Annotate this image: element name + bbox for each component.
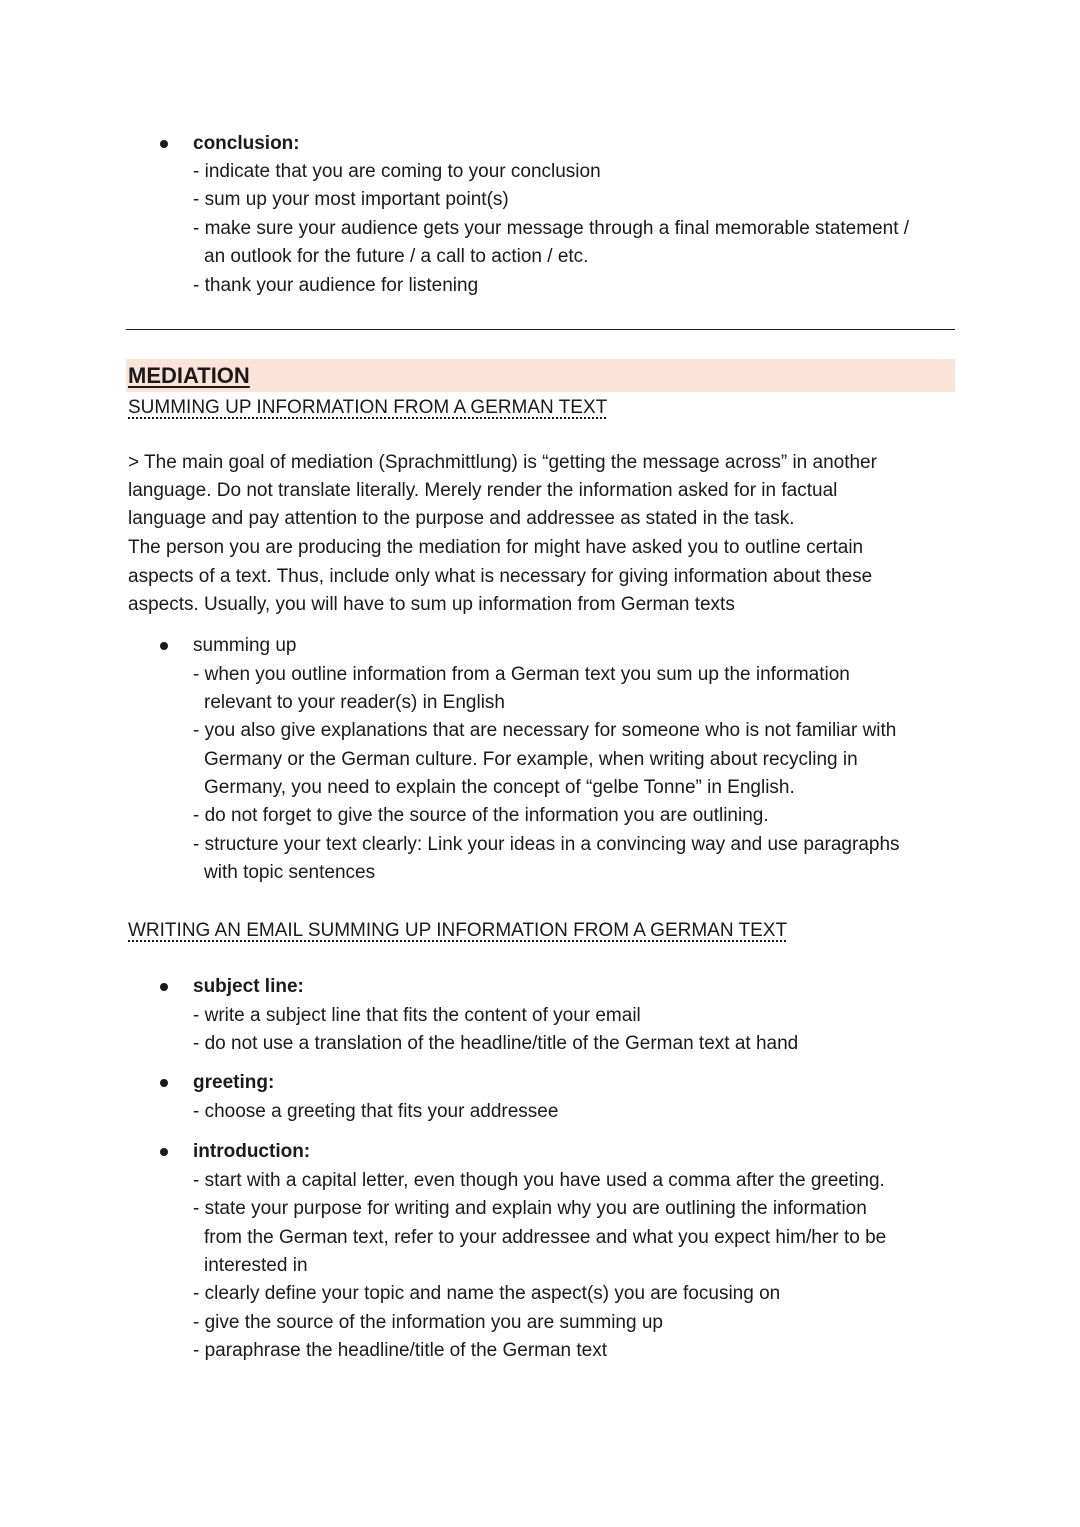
conclusion-title: conclusion: — [193, 133, 300, 154]
conclusion-line: - make sure your audience gets your message through a final memorable statement / — [193, 218, 910, 239]
introduction-line: - paraphrase the headline/title of the German text — [193, 1340, 608, 1361]
summing-up-line: Germany, you need to explain the concept of “gelbe Tonne” in English. — [204, 777, 795, 798]
subject-line-title: subject line: — [193, 976, 304, 997]
summing-up-title: summing up — [193, 635, 297, 656]
paragraph-line: The person you are producing the mediation for might have asked you to outline certain — [128, 537, 864, 558]
greeting-title: greeting: — [193, 1072, 275, 1093]
paragraph-line: > The main goal of mediation (Sprachmittlung) is “getting the message across” in another — [128, 452, 877, 473]
section-title-highlight — [126, 359, 955, 392]
conclusion-line: - indicate that you are coming to your conclusion — [193, 161, 601, 182]
subject-line-line: - do not use a translation of the headline/title of the German text at hand — [193, 1033, 799, 1054]
paragraph-line: aspects. Usually, you will have to sum up information from German texts — [128, 594, 735, 615]
bullet-icon — [160, 642, 168, 650]
sub-heading: SUMMING UP INFORMATION FROM A GERMAN TEXT — [128, 397, 608, 418]
introduction-line: - clearly define your topic and name the aspect(s) you are focusing on — [193, 1283, 781, 1304]
subject-line-line: - write a subject line that fits the content of your email — [193, 1005, 641, 1026]
introduction-line: from the German text, refer to your addressee and what you expect him/her to be — [204, 1227, 887, 1248]
sub-heading: WRITING AN EMAIL SUMMING UP INFORMATION FROM A GERMAN TEXT — [128, 920, 788, 941]
summing-up-line: Germany or the German culture. For example, when writing about recycling in — [204, 749, 858, 770]
paragraph-line: language. Do not translate literally. Merely render the information asked for in factual — [128, 480, 838, 501]
introduction-line: - start with a capital letter, even though you have used a comma after the greeting. — [193, 1170, 885, 1191]
summing-up-line: relevant to your reader(s) in English — [204, 692, 505, 713]
bullet-icon — [160, 1079, 168, 1087]
conclusion-line: an outlook for the future / a call to action / etc. — [204, 246, 589, 267]
section-divider — [126, 329, 955, 330]
introduction-line: - give the source of the information you are summing up — [193, 1312, 663, 1333]
summing-up-line: - when you outline information from a German text you sum up the information — [193, 664, 850, 685]
introduction-line: - state your purpose for writing and explain why you are outlining the information — [193, 1198, 867, 1219]
conclusion-line: - thank your audience for listening — [193, 275, 479, 296]
bullet-icon — [160, 1148, 168, 1156]
paragraph-line: aspects of a text. Thus, include only what is necessary for giving information about these — [128, 566, 873, 587]
conclusion-line: - sum up your most important point(s) — [193, 189, 509, 210]
section-title: MEDIATION — [128, 363, 250, 388]
summing-up-line: - you also give explanations that are necessary for someone who is not familiar with — [193, 720, 897, 741]
summing-up-line: - structure your text clearly: Link your ideas in a convincing way and use paragraphs — [193, 834, 900, 855]
bullet-icon — [160, 983, 168, 991]
introduction-line: interested in — [204, 1255, 308, 1276]
summing-up-line: with topic sentences — [204, 862, 376, 883]
greeting-line: - choose a greeting that fits your addressee — [193, 1101, 559, 1122]
introduction-title: introduction: — [193, 1141, 311, 1162]
paragraph-line: language and pay attention to the purpose and addressee as stated in the task. — [128, 508, 795, 529]
summing-up-line: - do not forget to give the source of the information you are outlining. — [193, 805, 769, 826]
bullet-icon — [160, 140, 168, 148]
